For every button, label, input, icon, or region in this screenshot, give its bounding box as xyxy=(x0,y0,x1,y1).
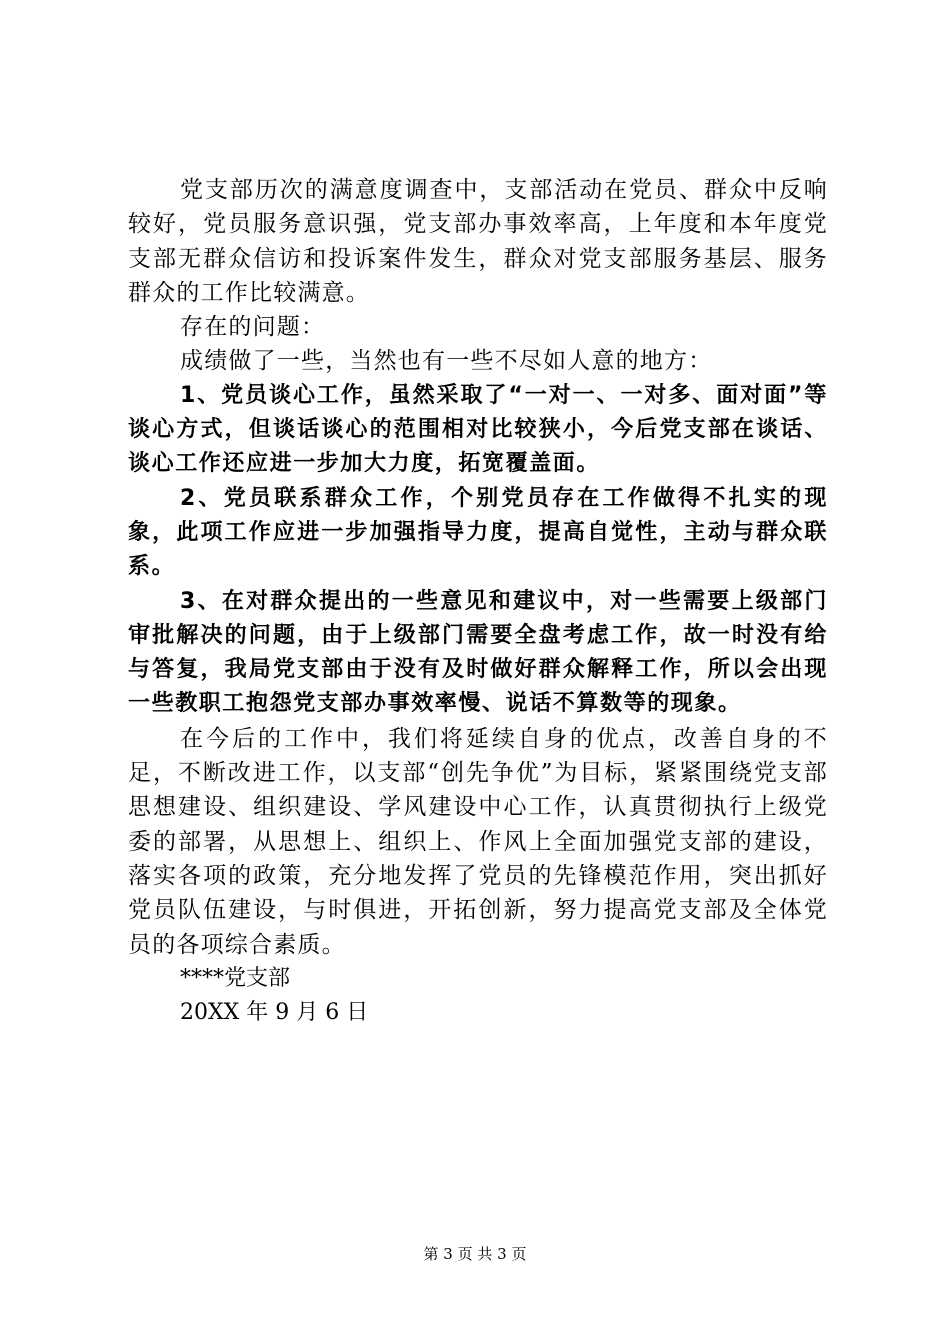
document-body xyxy=(128,173,828,1030)
signature: ****党支部 xyxy=(180,965,291,991)
page-footer: 第 3 页 共 3 页 xyxy=(423,1245,527,1263)
paragraph-intro: 成绩做了一些，当然也有一些不尽如人意的地方： xyxy=(180,348,713,375)
paragraph-future-work: 在今后的工作中，我们将延续自身的优点，改善自身的不足，不断改进工作，以支部“创先争优”为目标，紧紧围绕党支部思想建设、组织建设、学风建设中心工作，认真贯彻执行上级党委的部署，从思想上、组织上、作风上全面加强党支部的建设，落实各项的政策，充分地发挥了党员的先锋模范作用，突出抓好党员队伍建设，与时俱进，开拓创新，努力提高党支部及全体党员的各项综合素质。 xyxy=(128,725,828,958)
paragraph-item-1: 1、党员谈心工作，虽然采取了“一对一、一对多、面对面”等谈心方式，但谈话谈心的范围相对比较狭小，今后党支部在谈话、谈心工作还应进一步加大力度，拓宽覆盖面。 xyxy=(128,382,828,477)
paragraph-problems-heading: 存在的问题： xyxy=(180,314,326,341)
paragraph-item-2: 2、党员联系群众工作，个别党员存在工作做得不扎实的现象，此项工作应进一步加强指导力度，提高自觉性，主动与群众联系。 xyxy=(128,485,828,580)
date: 20XX 年 9 月 6 日 xyxy=(180,1000,369,1026)
paragraph-item-3: 3、在对群众提出的一些意见和建议中，对一些需要上级部门审批解决的问题，由于上级部门需要全盘考虑工作，故一时没有给与答复，我局党支部由于没有及时做好群众解释工作，所以会出现一些教职工抱怨党支部办事效率慢、说话不算数等的现象。 xyxy=(128,588,828,717)
paragraph-satisfaction: 党支部历次的满意度调查中，支部活动在党员、群众中反响较好，党员服务意识强，党支部办事效率高，上年度和本年度党支部无群众信访和投诉案件发生，群众对党支部服务基层、服务群众的工作比较满意。 xyxy=(128,177,828,306)
